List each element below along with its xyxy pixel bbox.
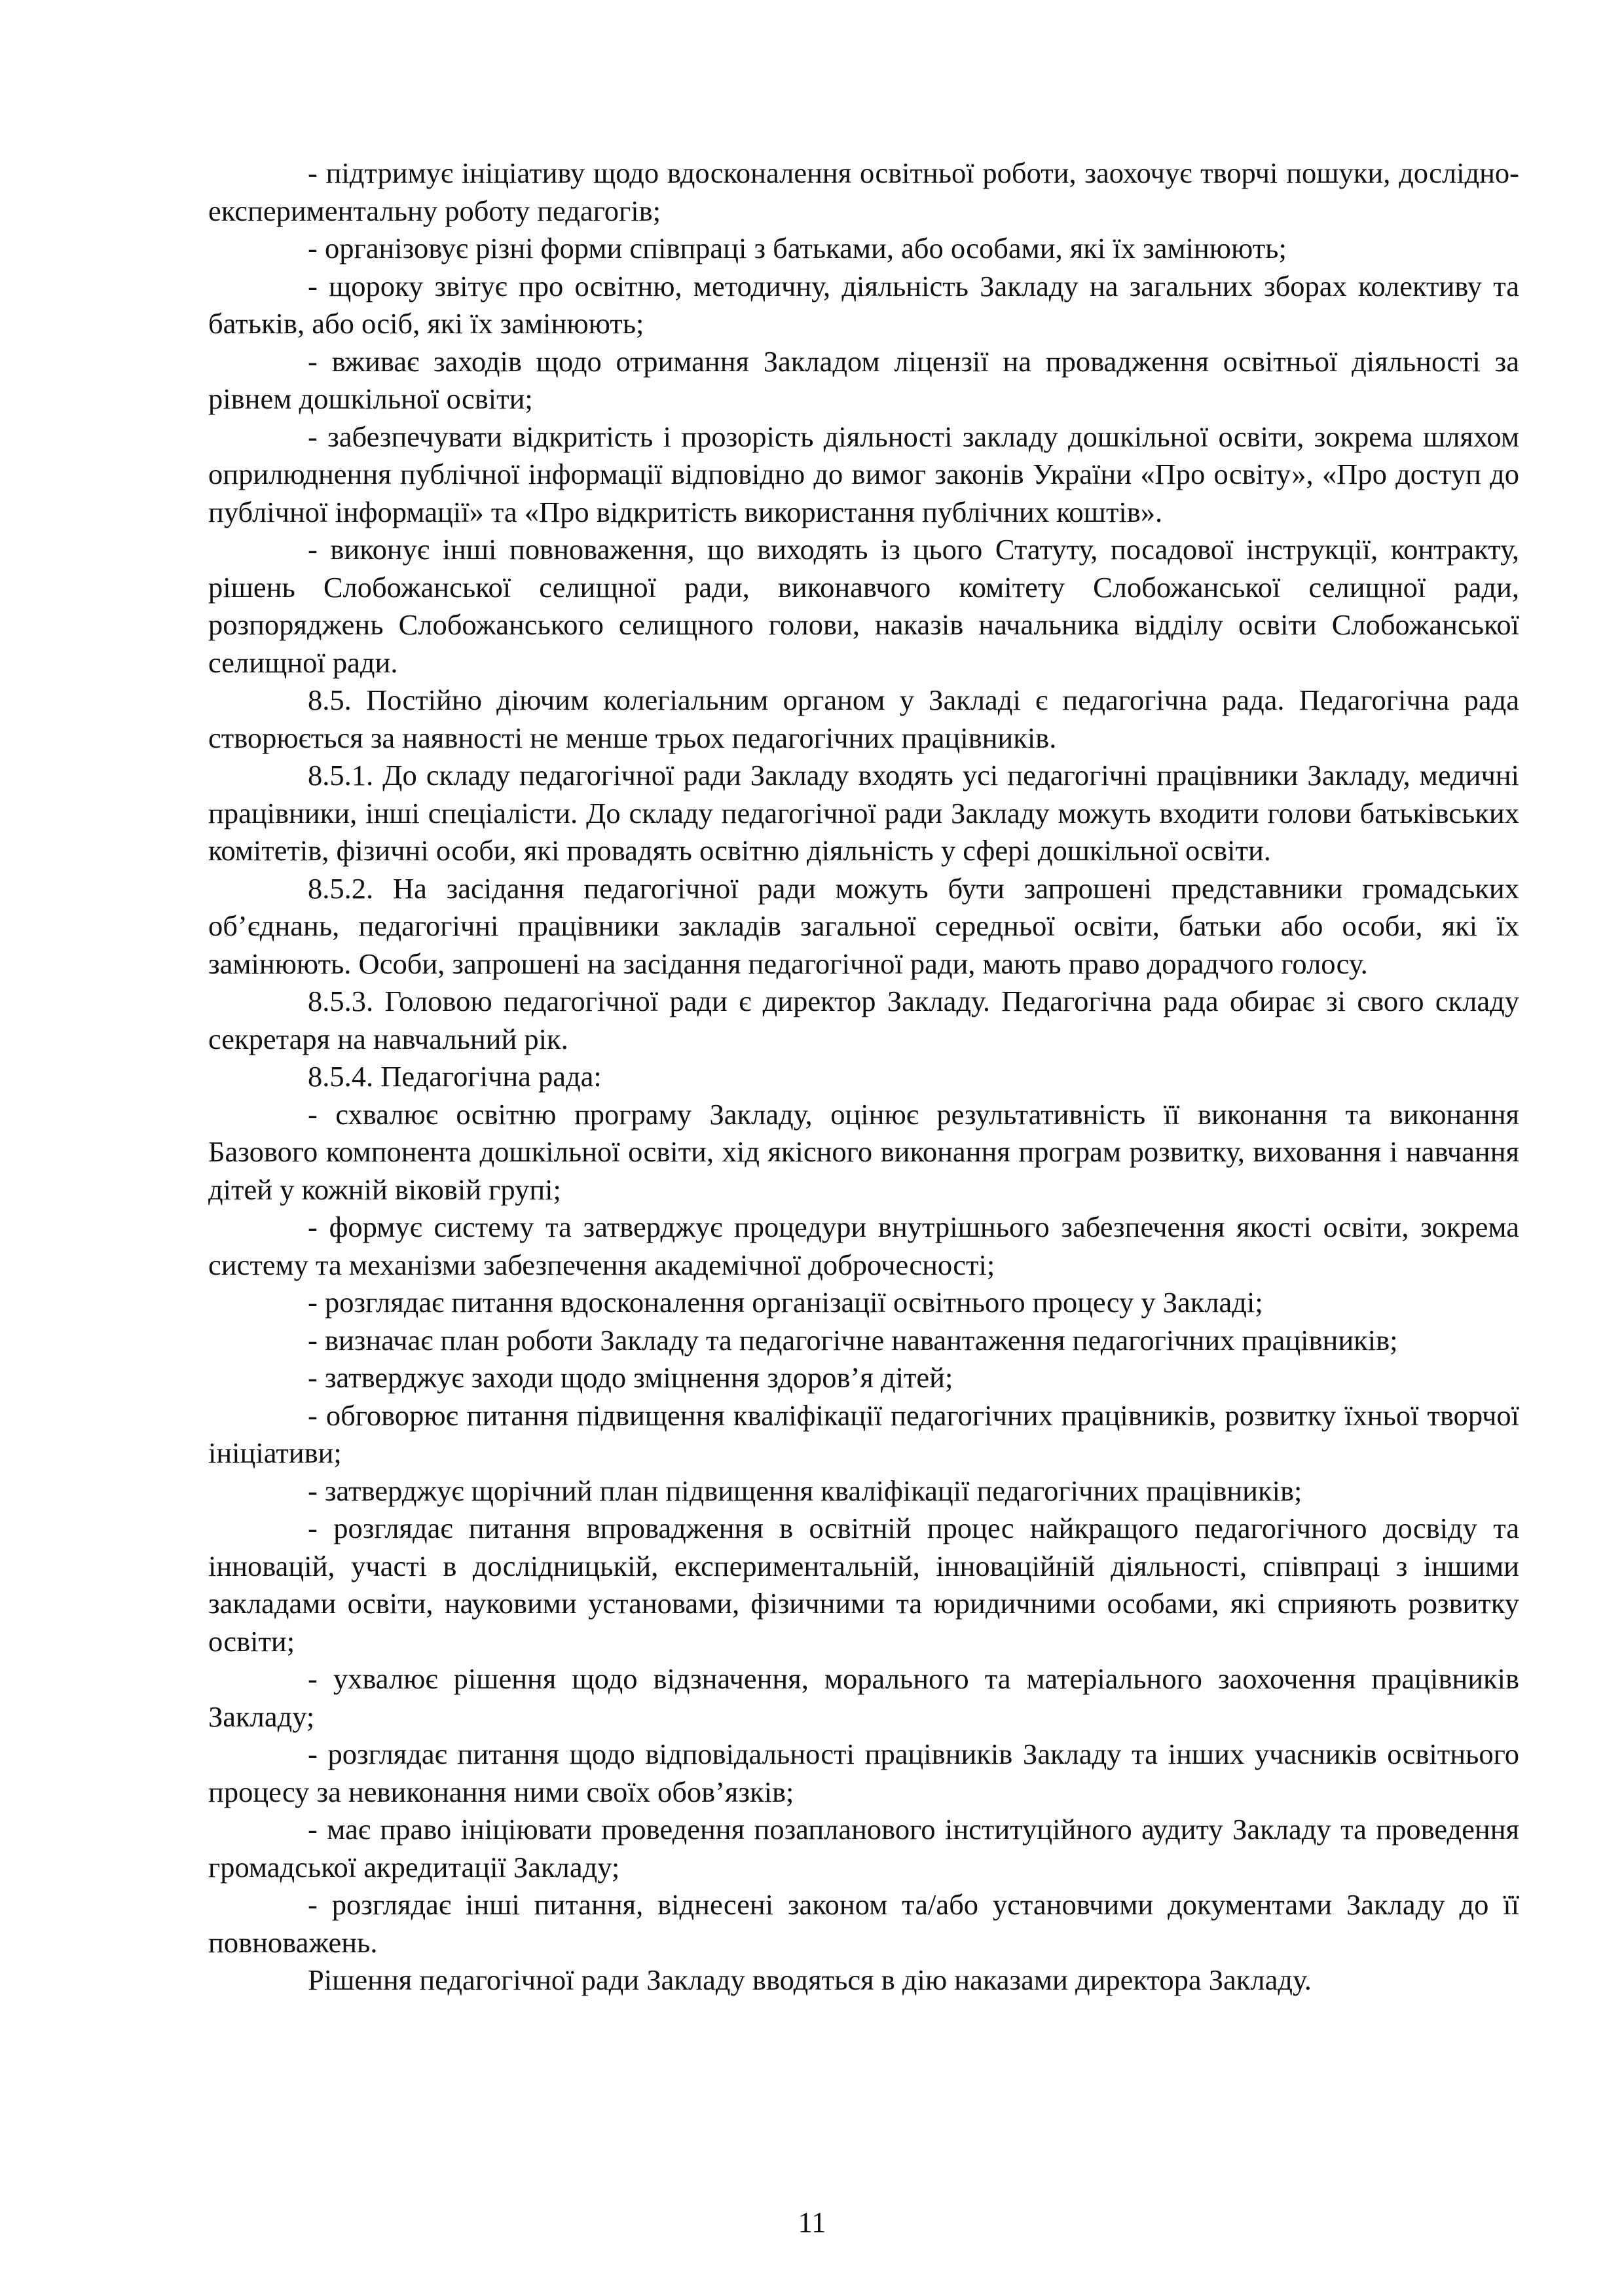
paragraph: - організовує різні форми співпраці з батьками, або особами, які їх замінюють; — [308, 232, 1287, 264]
section-paragraph: 8.5. Постійно діючим колегіальним органом у Закладі є педагогічна рада. Педагогічна рада створюється за наявності не менше трьох педагогічних працівників. — [208, 683, 1519, 754]
document-body — [208, 155, 1519, 1999]
list-item: - затверджує щорічний план підвищення кваліфікації педагогічних працівників; — [308, 1474, 1302, 1507]
list-item: - розглядає питання щодо відповідальності працівників Закладу та інших учасників освітнього процесу за невиконання ними своїх обов’язків; — [208, 1738, 1519, 1808]
paragraph: - забезпечувати відкритість і прозорість діяльності закладу дошкільної освіти, зокрема шляхом оприлюднення публічної інформації відповідно до вимог законів України «Про освіту», «Про доступ до публічної інформації» та «Про відкритість використання публічних коштів». — [208, 420, 1519, 528]
paragraph: - виконує інші повноваження, що виходять із цього Статуту, посадової інструкції, контракту, рішень Слобожанської селищної ради, виконавчого комітету Слобожанської селищної ради, розпоряджень Слобожанського селищного голови, наказів начальника відділу освіти Слобожанської селищної ради. — [208, 533, 1519, 679]
paragraph: - щороку звітує про освітню, методичну, діяльність Закладу на загальних зборах колективу та батьків, або осіб, які їх замінюють; — [208, 269, 1519, 340]
list-item: - розглядає питання вдосконалення організації освітнього процесу у Закладі; — [308, 1286, 1263, 1319]
list-item: - обговорює питання підвищення кваліфікації педагогічних працівників, розвитку їхньої творчої ініціативи; — [208, 1398, 1519, 1469]
page-number: 11 — [798, 2206, 826, 2238]
paragraph: - вживає заходів щодо отримання Закладом ліцензії на провадження освітньої діяльності за рівнем дошкільної освіти; — [208, 344, 1519, 415]
section-paragraph: 8.5.2. На засідання педагогічної ради можуть бути запрошені представники громадських об’єднань, педагогічні працівники закладів загальної середньої освіти, батьки або особи, які їх замінюють. Особи, запрошені на засідання педагогічної ради, мають право дорадчого голосу. — [208, 871, 1519, 980]
list-item: - розглядає питання впровадження в освітній процес найкращого педагогічного досвіду та інновацій, участі в дослідницькій, експериментальній, інноваційній діяльності, співпраці з іншими закладами освіти, науковими установами, фізичними та юридичними особами, які сприяють розвитку освіти; — [208, 1512, 1519, 1658]
paragraph: - підтримує ініціативу щодо вдосконалення освітньої роботи, заохочує творчі пошуки, дослідно-експериментальну роботу педагогів; — [208, 156, 1519, 227]
section-heading: 8.5.4. Педагогічна рада: — [308, 1060, 602, 1093]
list-item: - визначає план роботи Закладу та педагогічне навантаження педагогічних працівників; — [308, 1323, 1398, 1357]
section-paragraph: 8.5.3. Головою педагогічної ради є директор Закладу. Педагогічна рада обирає зі свого складу секретаря на навчальний рік. — [208, 985, 1519, 1055]
section-paragraph: 8.5.1. До складу педагогічної ради Закладу входять усі педагогічні працівники Закладу, медичні працівники, інші спеціалісти. До складу педагогічної ради Закладу можуть входити голови батьківських комітетів, фізичні особи, які провадять освітню діяльність у сфері дошкільної освіти. — [208, 759, 1519, 867]
list-item: - формує систему та затверджує процедури внутрішнього забезпечення якості освіти, зокрема систему та механізми забезпечення академічної доброчесності; — [208, 1211, 1519, 1281]
list-item: - розглядає інші питання, віднесені законом та/або установчими документами Закладу до її повноважень. — [208, 1888, 1519, 1959]
list-item: - має право ініціювати проведення позапланового інституційного аудиту Закладу та проведення громадської акредитації Закладу; — [208, 1813, 1519, 1884]
closing-paragraph: Рішення педагогічної ради Закладу вводяться в дію наказами директора Закладу. — [308, 1963, 1312, 1996]
list-item: - схвалює освітню програму Закладу, оцінює результативність її виконання та виконання Базового компонента дошкільної освіти, хід якісного виконання програм розвитку, виховання і навчання дітей у кожній віковій групі; — [208, 1097, 1519, 1206]
list-item: - ухвалює рішення щодо відзначення, морального та матеріального заохочення працівників Закладу; — [208, 1662, 1519, 1733]
list-item: - затверджує заходи щодо зміцнення здоров’я дітей; — [308, 1361, 953, 1394]
